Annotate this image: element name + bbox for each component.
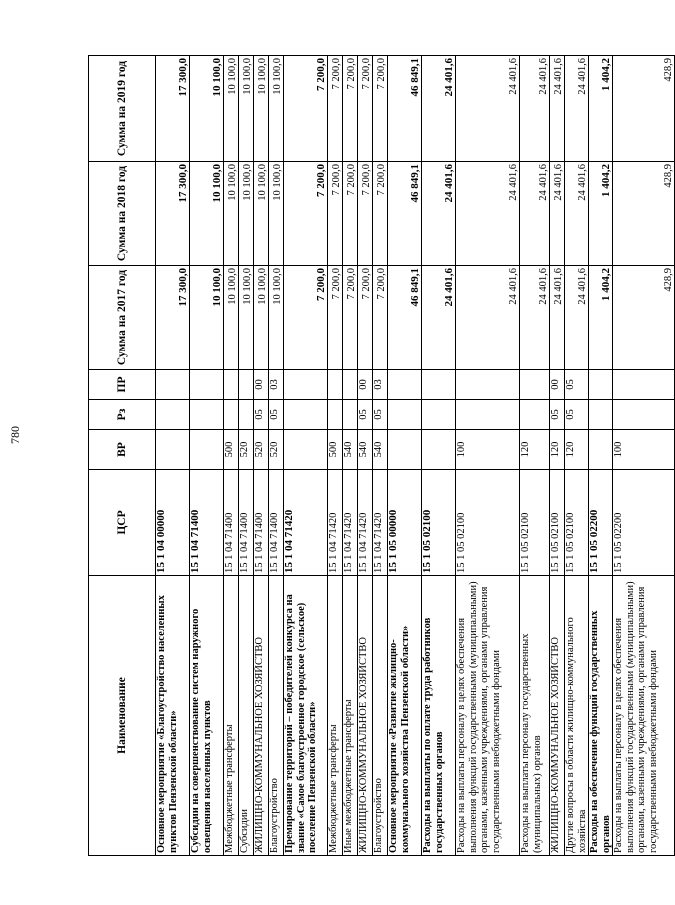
table-row [358,56,373,856]
row-csr: 15 1 05 02100 [520,470,550,576]
row-rz: 05 [358,400,373,430]
row-rz [328,400,343,430]
row-csr: 15 1 05 02100 [550,470,565,576]
row-sum-2018: 24 401,6 [456,162,520,266]
row-sum-2019: 428,9 [613,56,675,162]
table-row [343,56,358,856]
row-name: Благоустройство [373,576,388,856]
row-sum-2018: 7 200,0 [343,162,358,266]
row-sum-2017: 17 300,0 [156,266,190,370]
table-row [565,56,589,856]
row-sum-2019: 24 401,6 [520,56,550,162]
row-csr: 15 1 04 71420 [373,470,388,576]
table-row [328,56,343,856]
row-pr: 03 [373,370,388,400]
header-sum-2019: Сумма на 2019 год [89,56,156,162]
row-rz [613,400,675,430]
row-rz [284,400,328,430]
row-name: Другие вопросы в области жилищно-коммунального хозяйства [565,576,589,856]
row-name: Премирование территорий – победителей конкурса на звание «Самое благоустроенное городское (сельское) поселение Пензенской области» [284,576,328,856]
row-sum-2017: 1 404,2 [589,266,613,370]
row-sum-2019: 24 401,6 [550,56,565,162]
table-row [156,56,190,856]
table-row [269,56,284,856]
row-name: Благоустройство [269,576,284,856]
row-sum-2018: 24 401,6 [520,162,550,266]
row-vr [388,430,422,470]
row-sum-2017: 10 100,0 [224,266,239,370]
row-sum-2018: 10 100,0 [269,162,284,266]
row-vr: 500 [328,430,343,470]
row-pr [156,370,190,400]
row-csr: 15 1 04 71420 [358,470,373,576]
row-csr: 15 1 04 71400 [254,470,269,576]
row-vr: 520 [269,430,284,470]
row-sum-2019: 7 200,0 [358,56,373,162]
row-csr: 15 1 05 00000 [388,470,422,576]
row-sum-2019: 10 100,0 [254,56,269,162]
row-rz [224,400,239,430]
row-sum-2018: 46 849,1 [388,162,422,266]
rotated-table-container [88,56,674,856]
row-vr [190,430,224,470]
row-csr: 15 1 05 02100 [565,470,589,576]
row-pr: 00 [550,370,565,400]
table-row [373,56,388,856]
row-sum-2017: 46 849,1 [388,266,422,370]
row-sum-2019: 10 100,0 [190,56,224,162]
row-sum-2017: 7 200,0 [373,266,388,370]
row-sum-2017: 24 401,6 [456,266,520,370]
row-csr: 15 1 05 02200 [613,470,675,576]
row-pr [589,370,613,400]
row-name: Иные межбюджетные трансферты [343,576,358,856]
row-rz [156,400,190,430]
row-pr: 03 [269,370,284,400]
row-rz [190,400,224,430]
table-row [224,56,239,856]
row-name: Межбюджетные трансферты [328,576,343,856]
row-name: Субсидии [239,576,254,856]
row-sum-2018: 7 200,0 [358,162,373,266]
header-row [89,56,156,856]
table-row [550,56,565,856]
row-sum-2019: 24 401,6 [456,56,520,162]
row-name: Субсидии на совершенствование систем наружного освещения населенных пунктов [190,576,224,856]
row-sum-2018: 1 404,2 [589,162,613,266]
row-vr: 120 [520,430,550,470]
row-vr: 500 [224,430,239,470]
row-sum-2018: 7 200,0 [284,162,328,266]
row-name: Расходы на обеспечение функций государственных органов [589,576,613,856]
row-rz: 05 [269,400,284,430]
row-vr: 100 [456,430,520,470]
row-csr: 15 1 04 71400 [190,470,224,576]
row-pr [520,370,550,400]
header-vr: ВР [89,430,156,470]
row-name: ЖИЛИЩНО-КОММУНАЛЬНОЕ ХОЗЯЙСТВО [358,576,373,856]
row-pr [388,370,422,400]
row-vr: 100 [613,430,675,470]
row-rz: 05 [373,400,388,430]
row-sum-2017: 428,9 [613,266,675,370]
row-pr: 00 [358,370,373,400]
row-pr [328,370,343,400]
row-csr: 15 1 05 02200 [589,470,613,576]
row-pr: 05 [565,370,589,400]
row-rz [456,400,520,430]
row-sum-2019: 10 100,0 [239,56,254,162]
row-sum-2017: 7 200,0 [328,266,343,370]
row-sum-2017: 7 200,0 [343,266,358,370]
row-sum-2017: 24 401,6 [565,266,589,370]
row-csr: 15 1 04 71400 [224,470,239,576]
row-csr: 15 1 04 71420 [284,470,328,576]
table-row [422,56,456,856]
row-rz: 05 [254,400,269,430]
row-csr: 15 1 04 71420 [343,470,358,576]
row-sum-2019: 7 200,0 [373,56,388,162]
table-row [254,56,269,856]
row-pr [190,370,224,400]
row-sum-2018: 17 300,0 [156,162,190,266]
row-pr [456,370,520,400]
row-sum-2017: 7 200,0 [284,266,328,370]
header-pr: ПР [89,370,156,400]
row-sum-2019: 10 100,0 [224,56,239,162]
row-sum-2017: 10 100,0 [254,266,269,370]
row-pr: 00 [254,370,269,400]
row-rz [239,400,254,430]
row-sum-2019: 7 200,0 [284,56,328,162]
budget-table [88,55,675,856]
row-vr: 120 [550,430,565,470]
row-vr: 520 [254,430,269,470]
row-name: Расходы на выплаты персоналу в целях обеспечения выполнения функций государственными (муниципальными) органами, казенными учреждениями, органами управления государственными внебюджетными фондами [456,576,520,856]
row-sum-2019: 1 404,2 [589,56,613,162]
row-name: Межбюджетные трансферты [224,576,239,856]
row-pr [343,370,358,400]
row-csr: 15 1 04 71400 [269,470,284,576]
row-sum-2017: 24 401,6 [422,266,456,370]
row-sum-2019: 46 849,1 [388,56,422,162]
row-pr [239,370,254,400]
table-row [520,56,550,856]
row-vr: 540 [343,430,358,470]
row-sum-2017: 24 401,6 [520,266,550,370]
row-sum-2017: 10 100,0 [190,266,224,370]
row-name: ЖИЛИЩНО-КОММУНАЛЬНОЕ ХОЗЯЙСТВО [550,576,565,856]
row-rz: 05 [565,400,589,430]
row-csr: 15 1 04 71420 [328,470,343,576]
page-number: 780 [8,426,22,444]
table-row [388,56,422,856]
row-name: Основное мероприятие «Развитие жилищно-коммунального хозяйства Пензенской области» [388,576,422,856]
header-sum-2018: Сумма на 2018 год [89,162,156,266]
row-vr [284,430,328,470]
row-sum-2018: 10 100,0 [239,162,254,266]
row-vr [589,430,613,470]
row-pr [284,370,328,400]
table-row [284,56,328,856]
row-vr: 540 [358,430,373,470]
row-sum-2019: 24 401,6 [565,56,589,162]
row-vr [156,430,190,470]
row-csr: 15 1 05 02100 [456,470,520,576]
row-rz: 05 [550,400,565,430]
table-row [190,56,224,856]
header-sum-2017: Сумма на 2017 год [89,266,156,370]
row-name: Расходы на выплаты персоналу в целях обеспечения выполнения функций государственными (муниципальными) органами, казенными учреждениями, органами управления государственными внебюджетными фондами [613,576,675,856]
row-sum-2019: 10 100,0 [269,56,284,162]
row-name: ЖИЛИЩНО-КОММУНАЛЬНОЕ ХОЗЯЙСТВО [254,576,269,856]
row-vr [422,430,456,470]
row-sum-2018: 428,9 [613,162,675,266]
row-sum-2018: 10 100,0 [224,162,239,266]
row-rz [422,400,456,430]
row-sum-2018: 24 401,6 [565,162,589,266]
row-pr [224,370,239,400]
header-rz: Рз [89,400,156,430]
row-sum-2019: 7 200,0 [328,56,343,162]
header-csr: ЦСР [89,470,156,576]
row-pr [613,370,675,400]
row-sum-2017: 10 100,0 [239,266,254,370]
row-name: Расходы на выплаты по оплате труда работников государственных органов [422,576,456,856]
row-sum-2019: 7 200,0 [343,56,358,162]
table-row [239,56,254,856]
row-sum-2018: 24 401,6 [550,162,565,266]
row-pr [422,370,456,400]
row-rz [589,400,613,430]
row-csr: 15 1 05 02100 [422,470,456,576]
row-sum-2019: 24 401,6 [422,56,456,162]
row-sum-2018: 24 401,6 [422,162,456,266]
row-vr: 120 [565,430,589,470]
row-sum-2017: 24 401,6 [550,266,565,370]
row-sum-2018: 10 100,0 [254,162,269,266]
row-name: Основное мероприятие «Благоустройство населенных пунктов Пензенской области» [156,576,190,856]
row-csr: 15 1 04 00000 [156,470,190,576]
row-sum-2017: 10 100,0 [269,266,284,370]
row-sum-2017: 7 200,0 [358,266,373,370]
header-name: Наименование [89,576,156,856]
row-rz [520,400,550,430]
table-row [456,56,520,856]
row-name: Расходы на выплаты персоналу государственных (муниципальных) органов [520,576,550,856]
row-rz [388,400,422,430]
row-rz [343,400,358,430]
table-row [589,56,613,856]
row-sum-2019: 17 300,0 [156,56,190,162]
row-sum-2018: 10 100,0 [190,162,224,266]
row-sum-2018: 7 200,0 [373,162,388,266]
row-vr: 540 [373,430,388,470]
table-row [613,56,675,856]
row-vr: 520 [239,430,254,470]
row-sum-2018: 7 200,0 [328,162,343,266]
row-csr: 15 1 04 71400 [239,470,254,576]
